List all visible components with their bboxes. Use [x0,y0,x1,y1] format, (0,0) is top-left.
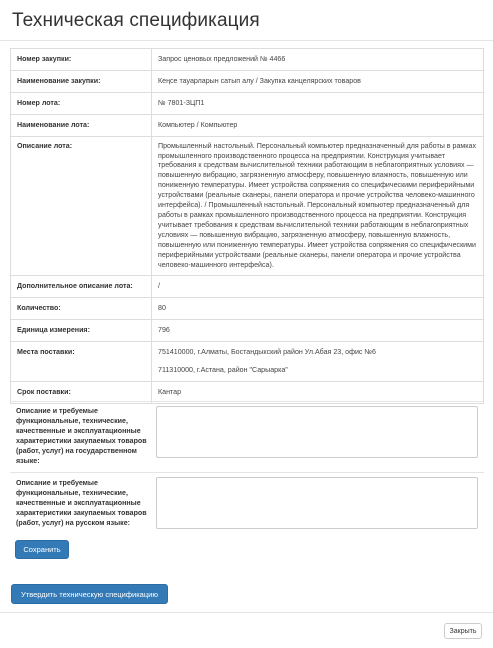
title-divider [0,40,493,41]
row-value: 796 [152,320,484,342]
row-label: Наименование лота: [11,114,152,136]
row-value: Компьютер / Компьютер [152,114,484,136]
row-label: Описание лота: [11,136,152,276]
save-button[interactable]: Сохранить [15,540,69,559]
row-label: Срок поставки: [11,381,152,403]
row-value: / [152,276,484,298]
form-divider [10,401,484,402]
row-value: Промышленный настольный. Персональный компьютер предназначенный для работы в рамках промышленного производственного процесса на предприятии. Конструкция учитывает требования к средствам вычислительной техники работающим в неблагоприятных условиях — повышенную вибрацию, загрязненную атмосферу, повышенную влажность, повышенную или пониженную температуры. Имеет устройства сопряжения со специфическими периферийными устройствами (реальные сканеры, панели оператора и прочие устройства человеко-машинного интерфейса). / Промышленный настольный. Персональный компьютер предназначенный для работы в рамках промышленного производственного процесса на предприятии. Конструкция учитывает требования к средствам вычислительной техники работающим в неблагоприятных условиях — повышенную вибрацию, загрязненную атмосферу, повышенную влажность, повышенную или пониженную температуры. Имеет устройства сопряжения со специфическими периферийными устройствами (реальные сканеры, панели оператора и прочие устройства человеко-машинного интерфейса). [152,136,484,276]
row-value: № 7801-ЗЦП1 [152,92,484,114]
row-value: Кантар [152,381,484,403]
table-row [11,92,484,114]
page-title: Техническая спецификация [12,10,260,31]
row-value [152,342,484,382]
table-row [11,136,484,276]
row-label: Единица измерения: [11,320,152,342]
close-button[interactable]: Закрыть [444,623,482,639]
approve-specification-button[interactable]: Утвердить техническую спецификацию [11,584,168,604]
table-row [11,114,484,136]
form-field-divider [10,472,484,473]
russian-language-description-label: Описание и требуемые функциональные, технические, качественные и эксплуатационные характеристики закупаемых товаров (работ, услуг) на русском языке: [16,479,147,527]
state-language-description-field[interactable] [156,406,478,458]
table-row [11,342,484,382]
row-label: Наименование закупки: [11,70,152,92]
row-label: Количество: [11,298,152,320]
table-row [11,49,484,71]
delivery-place: 751410000, г.Алматы, Бостандыкский район Ул.Абая 23, офис №6 [158,348,376,357]
delivery-place: 711310000, г.Астана, район "Сарыарка" [158,366,288,375]
table-row [11,276,484,298]
row-value: 80 [152,298,484,320]
row-label: Дополнительное описание лота: [11,276,152,298]
state-language-description-label: Описание и требуемые функциональные, технические, качественные и эксплуатационные характеристики закупаемых товаров (работ, услуг) на государственном языке: [16,407,147,465]
russian-language-description-field[interactable] [156,477,478,529]
footer-divider [0,612,493,613]
row-label: Места поставки: [11,342,152,382]
row-value: Кеңсе тауарларын сатып алу / Закупка канцелярских товаров [152,70,484,92]
row-label: Номер лота: [11,92,152,114]
row-label: Номер закупки: [11,49,152,71]
table-row [11,320,484,342]
table-row [11,70,484,92]
table-row [11,298,484,320]
spec-table [10,48,484,404]
row-value: Запрос ценовых предложений № 4466 [152,49,484,71]
